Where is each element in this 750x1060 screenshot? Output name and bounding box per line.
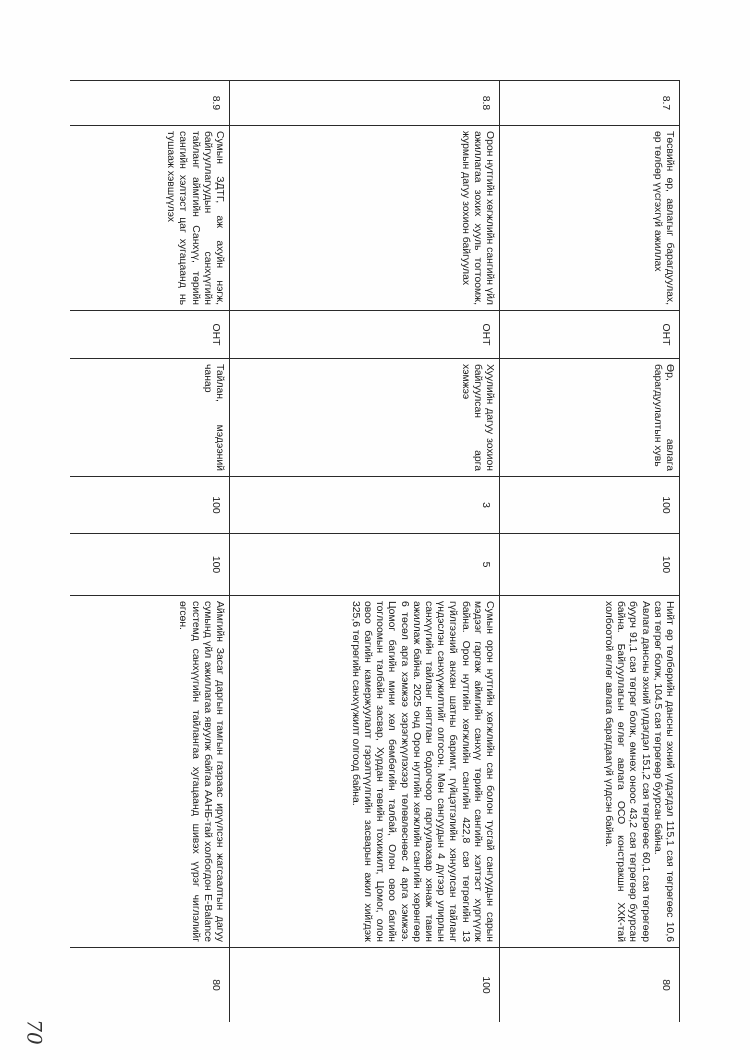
owner-cell: ОНТ (230, 311, 500, 359)
report-cell (230, 596, 500, 948)
target-cell: 100 (500, 477, 680, 534)
table-row (230, 81, 500, 1023)
target-cell: 100 (70, 477, 230, 534)
criteria-cell: Хуулийн дагуу зохион байгуулсан арга хэмжээ (230, 359, 500, 477)
report-paragraph: Нийт өр төлбөрийн дансны эхний үлдэгдэл 115,1 сая төгрөгөөс 10,6 сая төгрөг болж, 104.5 сая төгрөгөөр буурсан байна. (651, 601, 675, 942)
owner-cell: ОНТ (70, 311, 230, 359)
rotated-table (70, 80, 680, 1022)
row-number: 8.8 (230, 81, 500, 126)
criteria-cell: Өр, авлага барагдуулалтын хувь (500, 359, 680, 477)
row-number: 8.9 (70, 81, 230, 126)
report-paragraph: Авлага дансны эхний үлдэгдэл 151,2 сая төгрөгөөс 60,1 сая төгрөгөөр буурч 91,1 сая төгрөг болж, өмнөх оноос 43,2 сая төгрөгөөр буурсан байна. Байгууллагын өглөг авлага ОСО констракшн ХХК-тай холбоотой өглөг авлага барагдаагүй үлдсэн байна. (602, 601, 651, 942)
performance-report-table (70, 80, 680, 1022)
row-number: 8.7 (500, 81, 680, 126)
criteria-cell: Тайлан, мэдээний чанар (70, 359, 230, 477)
task-cell: Төсвийн өр, авлагыг барагдуулах, өр төлбөр үүсгэхгүй ажиллах (500, 126, 680, 311)
actual-cell: 100 (70, 534, 230, 596)
target-cell: 3 (230, 477, 500, 534)
owner-cell: ОНТ (500, 311, 680, 359)
report-paragraph: Аймгийн Засаг даргын тамгын газраас ирүүлсэн жагсаалтын дагуу сумынд үйл ажиллагаа явуулж байгаа ААНБ-тай холбогдон Е-Balance системд санхүүгийн тайлангаа хугацаанд шивэх үүрэг чиглэлийг өгсөн. (177, 601, 225, 942)
score-cell: 80 (70, 948, 230, 1023)
table-row (70, 81, 230, 1023)
table-row (500, 81, 680, 1023)
report-cell (70, 596, 230, 948)
task-cell: Орон нутгийн хөгжлийн сангийн үйл ажиллагаа зохих хууль тогтоомж, журмын дагуу зохион байгуулах (230, 126, 500, 311)
handwritten-page-number: 70 (22, 1019, 47, 1045)
report-cell (500, 596, 680, 948)
actual-cell: 5 (230, 534, 500, 596)
score-cell: 100 (230, 948, 500, 1023)
report-table-container (70, 80, 680, 1022)
score-cell: 80 (500, 948, 680, 1023)
actual-cell: 100 (500, 534, 680, 596)
report-paragraph: Сумын орон нутгийн хөгжлийн сан болон тусгай сангуудын сарын мэдээг гаргаж аймгийн санхүү төрийн сангийн хэлтэст хүргүүлж байна. Орон нутгийн хөгжлийн сангийн 422,8 сая төгрөгийн 13 гүйлгээний анхан шатны баримт, гүйцэтгэлийн хянуулсан тайланг үндэслэн санхүүжилтийг олгосон. Мөн сангуудын 4 дүгээр улирлын санхүүгийн тайланг нягтлан бодогчоор гаргуулахаар хянаж тавин ажиллаж байна. 2025 онд Орон нутгийн хөгжлийн сангийн хөрөнгөөр 6 төсөл арга хэмжээ хэрэгжүүлэхээр төлөвлөснөөс 4 арга хэмжээ. Цомог багийн мини хөл бөмбөгийн талбай, Олон овоо багийн тоглоомын талбайн засвар, Хурдан төвийн тохижилт, Цомог, олон овоо багийн камержуулалт гэрэлтүүлгийн засварын ажил хийгдэж 325,6 төгрөгийн санхүүжилт олгоод байна. (349, 601, 495, 942)
task-cell: Сумын ЗДТГ, аж ахуйн нэгж, байгууллагуудын санхүүгийн тайланг аймгийн Санхүү, төрийн сангийн хэлтэст цаг хугацаанд нь тушааж хэвшүүлэх (70, 126, 230, 311)
